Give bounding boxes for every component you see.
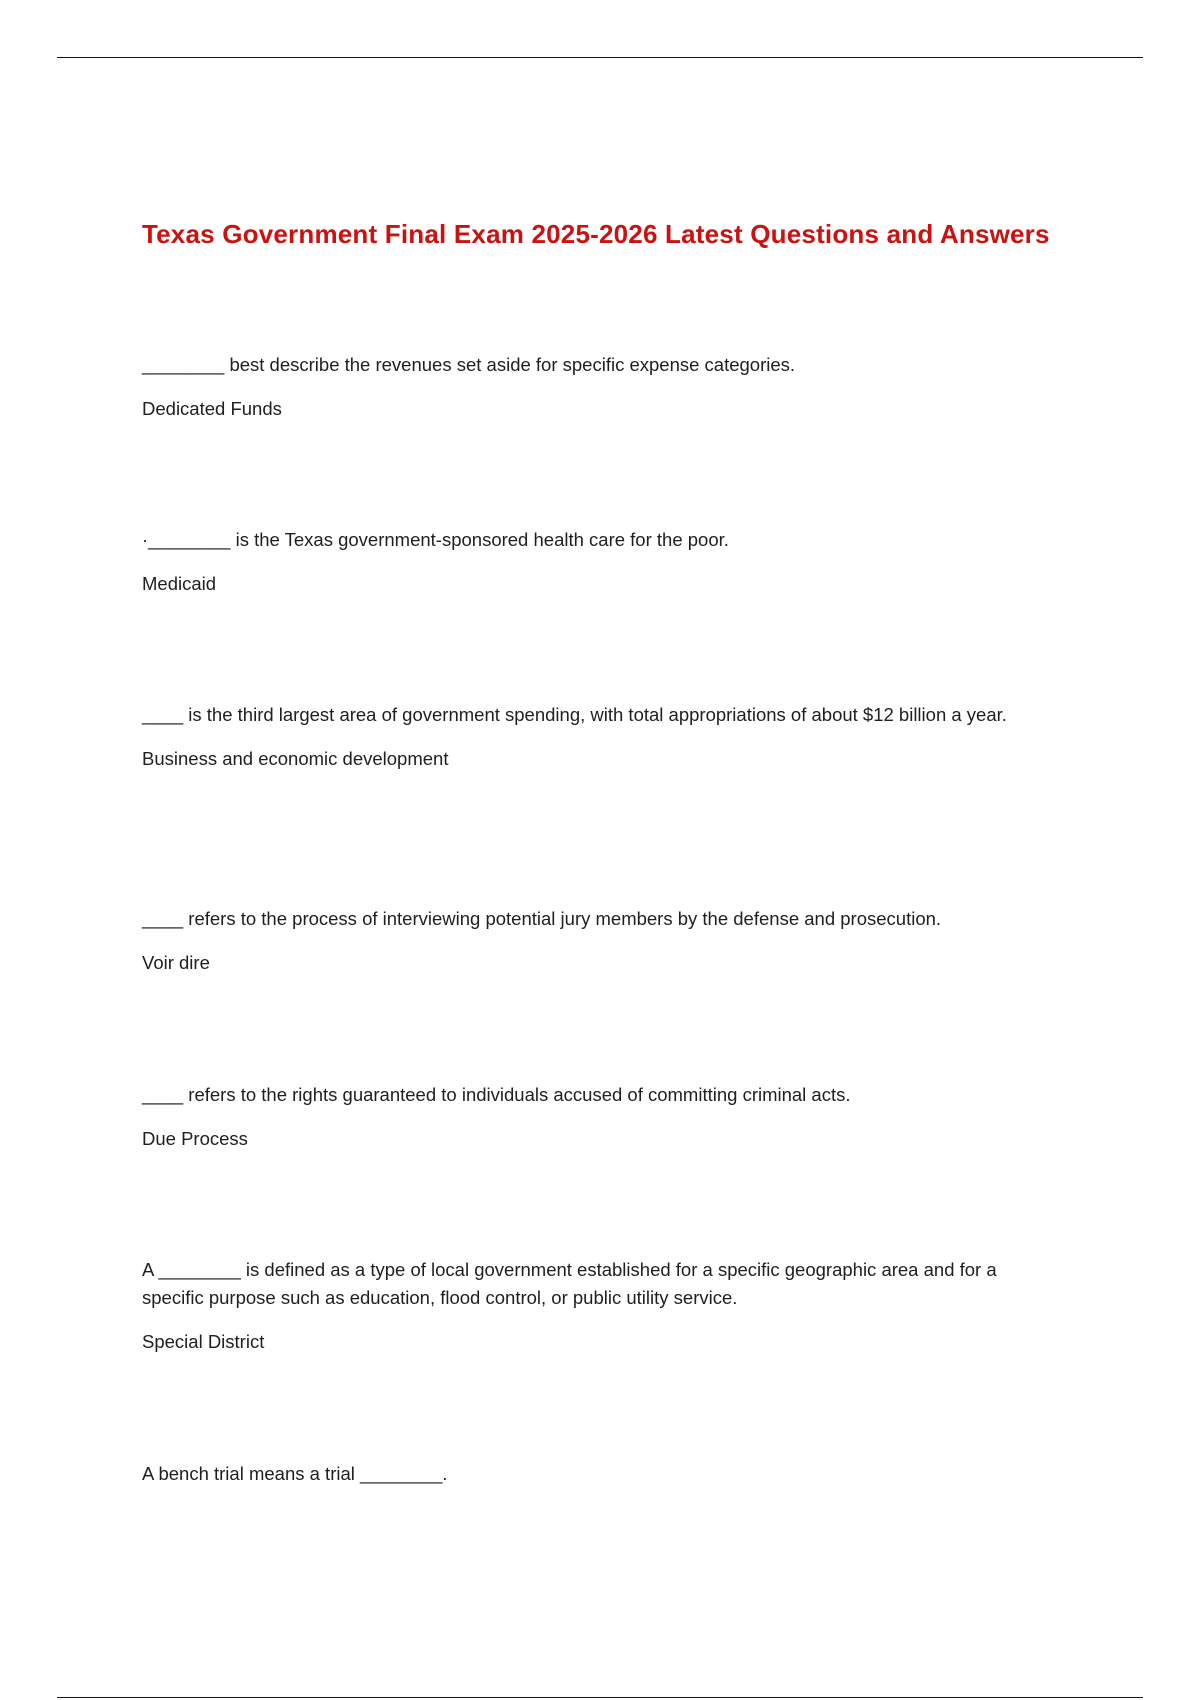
question-text: ________ best describe the revenues set aside for specific expense categories.: [142, 354, 796, 375]
question-text: ____ is the third largest area of government spending, with total appropriations of about $12 billion a year.: [142, 704, 1007, 725]
answer-text: Business and economic development: [142, 748, 449, 769]
qa-item-1: [142, 351, 1062, 423]
answer-text: Special District: [142, 1331, 265, 1352]
question-text: A bench trial means a trial ________.: [142, 1463, 448, 1484]
answer-text: Due Process: [142, 1128, 248, 1149]
header-rule: [57, 57, 1143, 58]
answer-text: Dedicated Funds: [142, 398, 282, 419]
answer-text: Medicaid: [142, 573, 217, 594]
qa-item-7: [142, 1460, 1062, 1488]
qa-item-3: [142, 701, 1062, 773]
qa-item-5: [142, 1081, 1062, 1153]
qa-item-6: [142, 1256, 1062, 1356]
qa-item-2: [142, 526, 1062, 598]
document-title: Texas Government Final Exam 2025-2026 Latest Questions and Answers: [142, 219, 1050, 249]
question-text: ·________ is the Texas government-sponsored health care for the poor.: [142, 529, 729, 550]
qa-item-4: [142, 905, 1062, 977]
question-text: ____ refers to the rights guaranteed to individuals accused of committing criminal acts.: [142, 1084, 851, 1105]
question-text: ____ refers to the process of interviewing potential jury members by the defense and prosecution.: [142, 908, 942, 929]
footer-rule: [57, 1697, 1143, 1698]
question-text: A ________ is defined as a type of local government established for a specific geographic area and for a specific purpose such as education, flood control, or public utility service.: [142, 1259, 997, 1308]
answer-text: Voir dire: [142, 952, 210, 973]
